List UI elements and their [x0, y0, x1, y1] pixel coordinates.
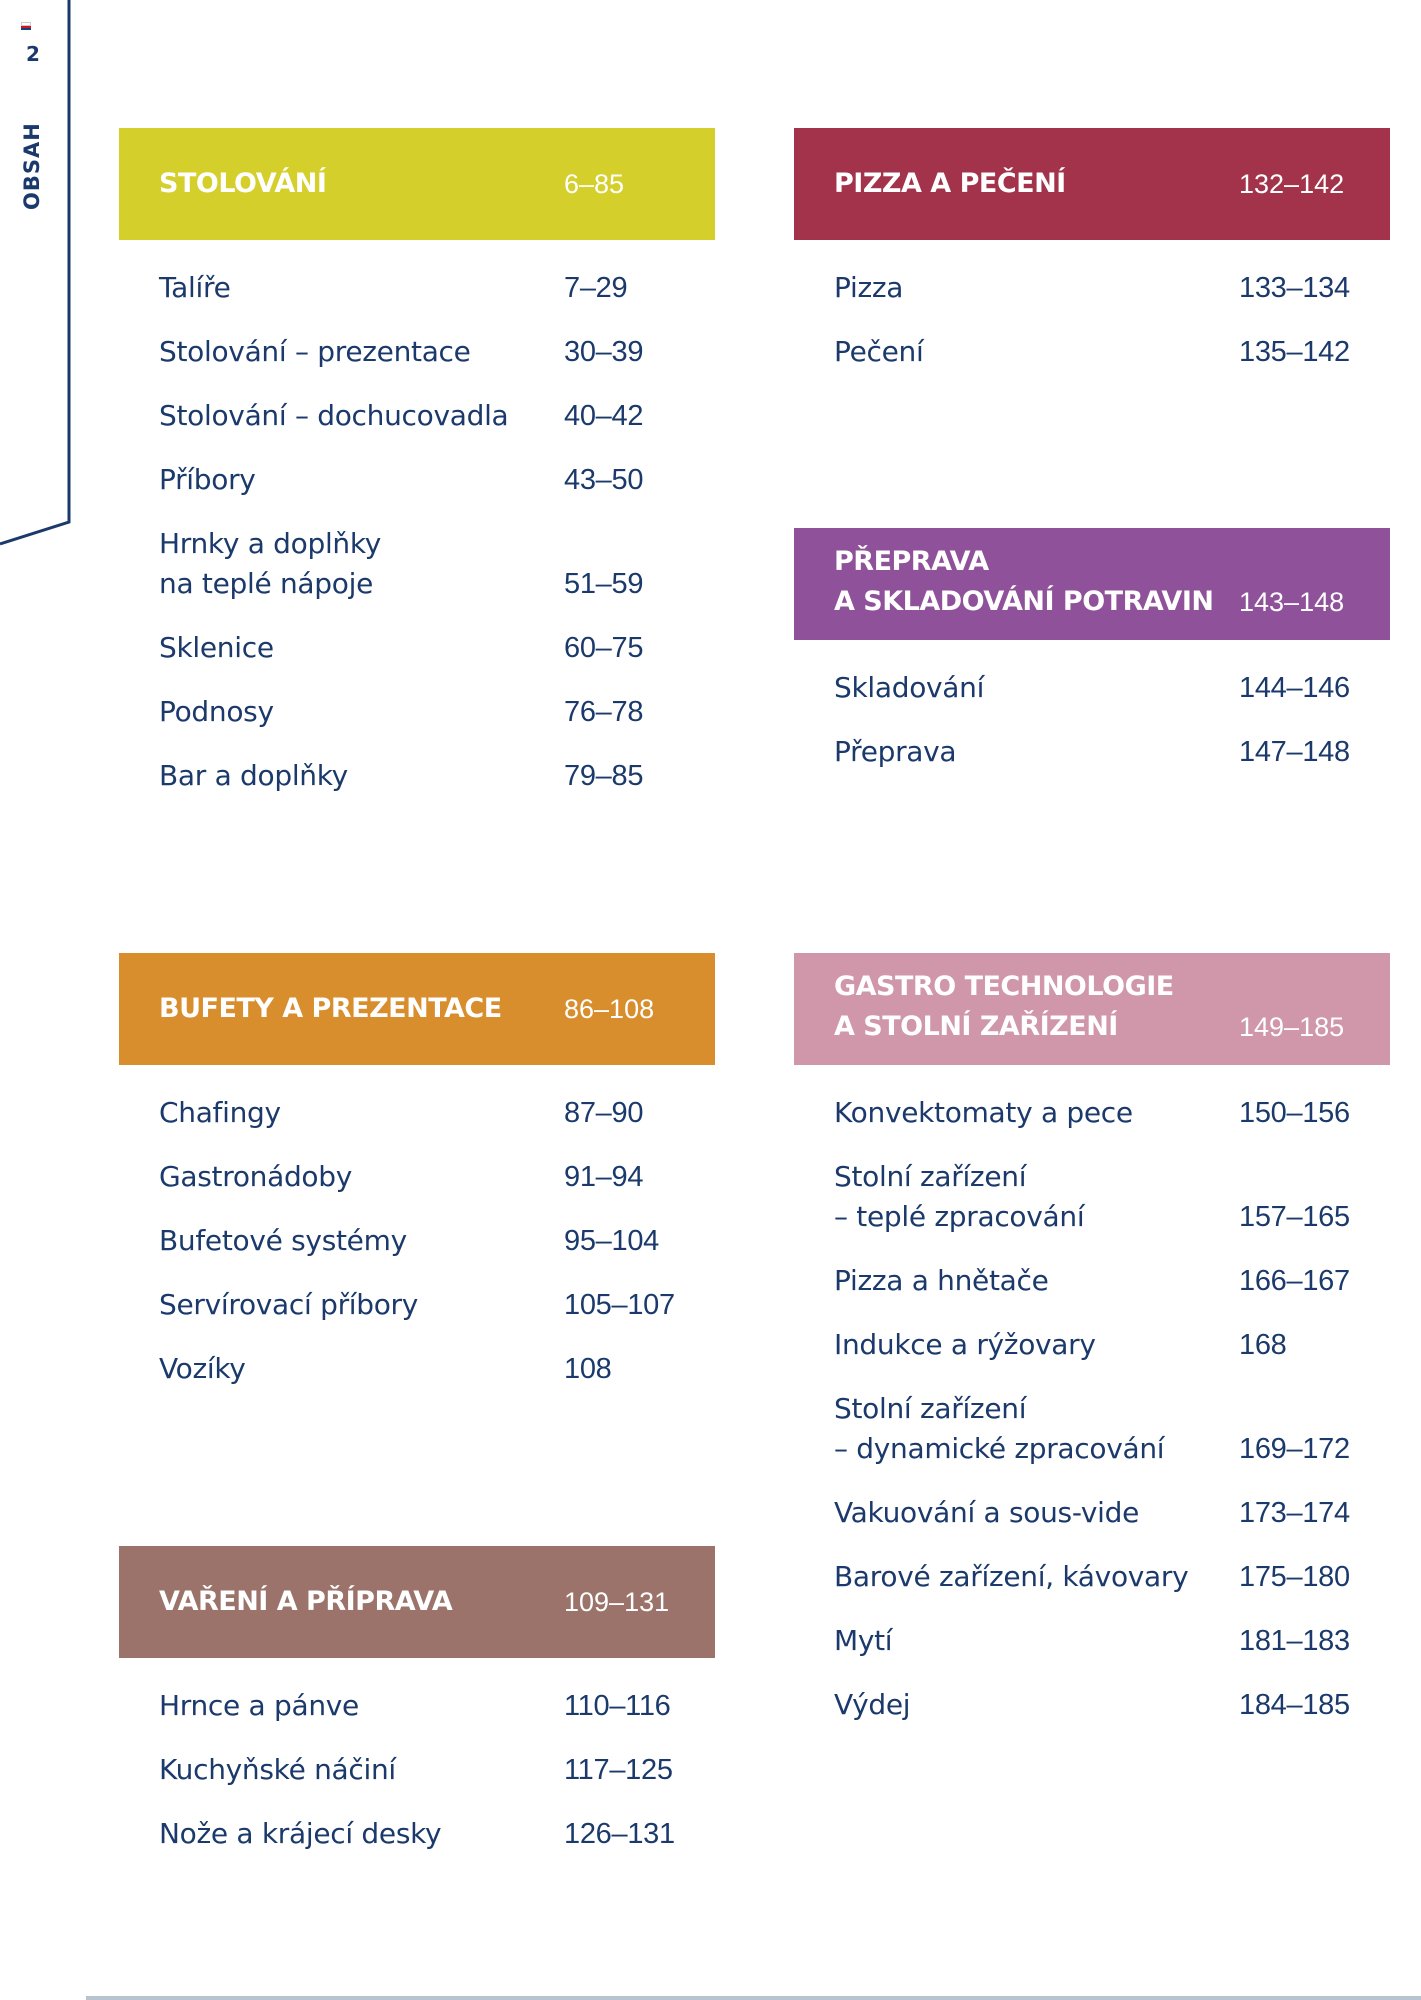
- toc-entry-pages: 105–107: [564, 1289, 675, 1321]
- toc-entry-name: Stolní zařízení – dynamické zpracování: [834, 1392, 1165, 1465]
- side-tab: [0, 0, 72, 548]
- toc-entry[interactable]: [119, 1157, 715, 1197]
- toc-entry-name: Nože a krájecí desky: [159, 1817, 442, 1850]
- section-pizza: [794, 128, 1390, 396]
- section-items: [794, 668, 1390, 772]
- section-pages: 6–85: [564, 169, 625, 199]
- toc-entry-name: Vozíky: [159, 1352, 246, 1385]
- section-title: STOLOVÁNÍ: [159, 168, 327, 199]
- toc-entry-name: Výdej: [834, 1688, 911, 1721]
- toc-entry[interactable]: [794, 1557, 1390, 1597]
- toc-entry-pages: 144–146: [1239, 672, 1350, 704]
- toc-entry-pages: 30–39: [564, 336, 644, 368]
- section-header[interactable]: [794, 128, 1390, 240]
- section-items: [119, 268, 715, 796]
- toc-entry-pages: 157–165: [1239, 1201, 1350, 1233]
- toc-entry[interactable]: [119, 628, 715, 668]
- toc-entry-pages: 184–185: [1239, 1689, 1350, 1721]
- toc-entry-pages: 117–125: [564, 1754, 673, 1786]
- toc-entry-pages: 169–172: [1239, 1433, 1350, 1465]
- toc-entry-name: Sklenice: [159, 631, 274, 664]
- toc-entry-name: Stolní zařízení – teplé zpracování: [834, 1160, 1085, 1233]
- toc-entry-name: Servírovací příbory: [159, 1288, 419, 1321]
- toc-entry-pages: 7–29: [564, 272, 628, 304]
- toc-entry[interactable]: [119, 1814, 715, 1854]
- toc-entry-name: Pizza a hnětače: [834, 1264, 1049, 1297]
- toc-entry-pages: 87–90: [564, 1097, 644, 1129]
- toc-entry-name: Kuchyňské náčiní: [159, 1753, 396, 1786]
- toc-entry-name: Stolování – prezentace: [159, 335, 471, 368]
- section-header[interactable]: [119, 953, 715, 1065]
- toc-entry-pages: 110–116: [564, 1690, 671, 1722]
- toc-entry[interactable]: [119, 268, 715, 308]
- toc-entry-pages: 126–131: [564, 1818, 675, 1850]
- toc-entry-pages: 95–104: [564, 1225, 659, 1257]
- page-number: 2: [26, 42, 40, 66]
- bottom-rule: [86, 1996, 1421, 2000]
- toc-entry[interactable]: [794, 1261, 1390, 1301]
- toc-entry[interactable]: [794, 1493, 1390, 1533]
- toc-entry-pages: 76–78: [564, 696, 644, 728]
- toc-entry-name: Skladování: [834, 671, 985, 704]
- toc-entry-name: Mytí: [834, 1624, 893, 1657]
- toc-entry-name: Indukce a rýžovary: [834, 1328, 1096, 1361]
- section-items: [119, 1093, 715, 1389]
- toc-entry-name: Barové zařízení, kávovary: [834, 1560, 1189, 1593]
- toc-entry-pages: 181–183: [1239, 1625, 1350, 1657]
- toc-entry-pages: 175–180: [1239, 1561, 1350, 1593]
- toc-entry[interactable]: [794, 1325, 1390, 1365]
- section-pages: 132–142: [1239, 169, 1345, 199]
- toc-entry-name: Přeprava: [834, 735, 957, 768]
- toc-entry-pages: 147–148: [1239, 736, 1350, 768]
- section-header[interactable]: [119, 1546, 715, 1658]
- toc-entry-pages: 135–142: [1239, 336, 1350, 368]
- toc-entry[interactable]: [119, 692, 715, 732]
- toc-entry-pages: 133–134: [1239, 272, 1350, 304]
- section-header[interactable]: [119, 128, 715, 240]
- section-pages: 149–185: [1239, 1012, 1345, 1042]
- side-tab-outline: [0, 0, 72, 548]
- toc-entry[interactable]: [794, 668, 1390, 708]
- section-title-line2: A STOLNÍ ZAŘÍZENÍ: [834, 1011, 1118, 1042]
- toc-entry-pages: 168: [1239, 1329, 1287, 1361]
- section-bufety: [119, 953, 715, 1413]
- toc-entry-name: Stolování – dochucovadla: [159, 399, 509, 432]
- section-pages: 86–108: [564, 994, 655, 1024]
- toc-entry[interactable]: [794, 1093, 1390, 1133]
- toc-entry-pages: 150–156: [1239, 1097, 1350, 1129]
- toc-entry[interactable]: [119, 396, 715, 436]
- section-items: [794, 1093, 1390, 1725]
- section-pages: 143–148: [1239, 587, 1345, 617]
- toc-entry-name: Příbory: [159, 463, 256, 496]
- toc-entry-name: Chafingy: [159, 1096, 281, 1129]
- section-pages: 109–131: [564, 1587, 670, 1617]
- section-title: VAŘENÍ A PŘÍPRAVA: [159, 1586, 453, 1617]
- toc-entry-name: Pizza: [834, 271, 904, 304]
- toc-entry-name: Vakuování a sous-vide: [834, 1496, 1140, 1529]
- section-title-line2: A SKLADOVÁNÍ POTRAVIN: [834, 586, 1214, 617]
- section-items: [119, 1686, 715, 1854]
- toc-entry[interactable]: [119, 1093, 715, 1133]
- toc-entry[interactable]: [119, 1221, 715, 1261]
- toc-entry[interactable]: [119, 1285, 715, 1325]
- toc-entry[interactable]: [119, 1349, 715, 1389]
- toc-entry[interactable]: [119, 1750, 715, 1790]
- section-vareni: [119, 1546, 715, 1878]
- toc-entry-pages: 79–85: [564, 760, 644, 792]
- toc-entry[interactable]: [794, 732, 1390, 772]
- toc-entry[interactable]: [794, 1621, 1390, 1661]
- toc-entry[interactable]: [794, 1389, 1390, 1469]
- toc-entry-name: Bufetové systémy: [159, 1224, 407, 1257]
- section-title: BUFETY A PREZENTACE: [159, 993, 502, 1024]
- toc-entry[interactable]: [794, 268, 1390, 308]
- toc-entry[interactable]: [119, 524, 715, 604]
- section-title-line1: GASTRO TECHNOLOGIE: [834, 971, 1174, 1002]
- toc-entry[interactable]: [119, 756, 715, 796]
- toc-entry-pages: 166–167: [1239, 1265, 1350, 1297]
- section-stolovani: [119, 128, 715, 820]
- flag-icon: [21, 22, 31, 28]
- toc-entry[interactable]: [119, 1686, 715, 1726]
- toc-entry-name: Pečení: [834, 335, 924, 368]
- section-header[interactable]: [794, 953, 1390, 1065]
- toc-entry[interactable]: [794, 332, 1390, 372]
- section-preprava: [794, 528, 1390, 796]
- toc-entry-name: Hrnky a doplňky na teplé nápoje: [159, 527, 382, 600]
- toc-entry-pages: 108: [564, 1353, 612, 1385]
- toc-entry-name: Talíře: [159, 271, 231, 304]
- section-items: [794, 268, 1390, 372]
- section-title: PIZZA A PEČENÍ: [834, 168, 1066, 199]
- toc-entry-pages: 40–42: [564, 400, 644, 432]
- toc-entry-pages: 91–94: [564, 1161, 644, 1193]
- toc-entry-name: Konvektomaty a pece: [834, 1096, 1133, 1129]
- toc-entry-name: Gastronádoby: [159, 1160, 353, 1193]
- toc-entry-name: Podnosy: [159, 695, 274, 728]
- toc-entry[interactable]: [119, 460, 715, 500]
- toc-entry-pages: 173–174: [1239, 1497, 1350, 1529]
- section-gastro: [794, 953, 1390, 1749]
- toc-entry[interactable]: [794, 1157, 1390, 1237]
- toc-entry-name: Bar a doplňky: [159, 759, 348, 792]
- toc-entry-pages: 51–59: [564, 568, 644, 600]
- section-title-line1: PŘEPRAVA: [834, 546, 989, 577]
- toc-entry-pages: 43–50: [564, 464, 644, 496]
- toc-entry[interactable]: [119, 332, 715, 372]
- toc-entry-pages: 60–75: [564, 632, 644, 664]
- toc-entry-name: Hrnce a pánve: [159, 1689, 359, 1722]
- side-label: OBSAH: [20, 122, 44, 210]
- toc-entry[interactable]: [794, 1685, 1390, 1725]
- section-header[interactable]: [794, 528, 1390, 640]
